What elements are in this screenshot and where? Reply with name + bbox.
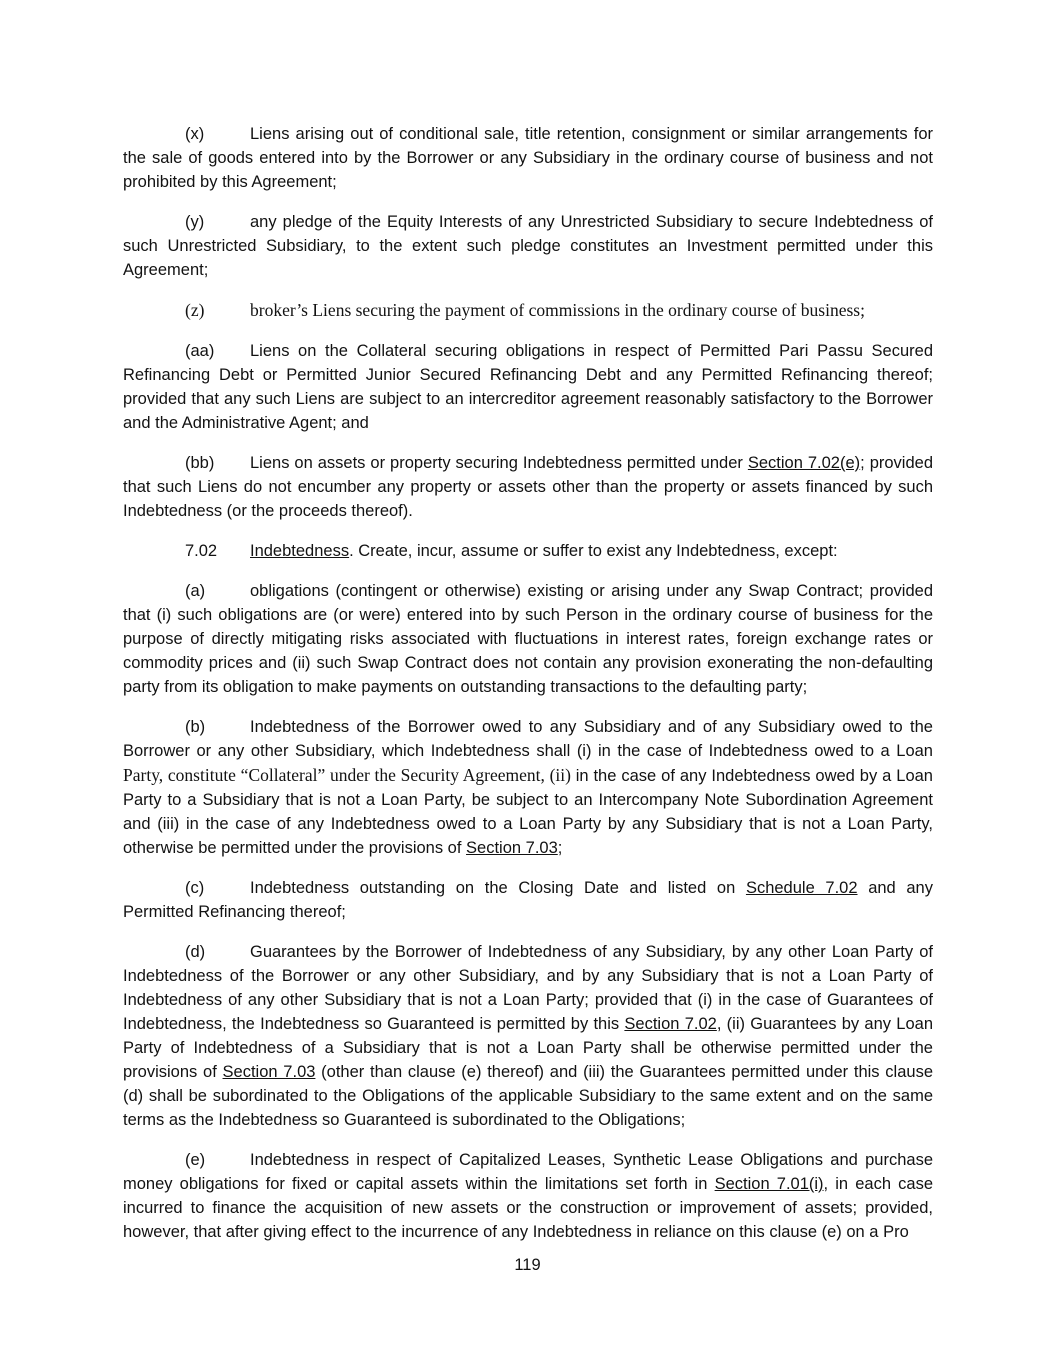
- clause-z: [123, 298, 933, 323]
- text-run: any pledge of the Equity Interests of any Unrestricted Subsidiary to secure Indebtedness of such Unrestricted Subsidiary, to the extent such pledge constitutes an Investment permitted under this Agreement;: [123, 213, 933, 279]
- text-run: (other than clause (e) thereof) and (iii) the Guarantees permitted under this clause (d) shall be subordinated to the Obligations of the applicable Subsidiary to the same extent and on the same terms as the Indebtedness so Guaranteed is subordinated to the Obligations;: [123, 1063, 933, 1129]
- paragraph-label: (e): [185, 1151, 206, 1169]
- clause-bb: [123, 451, 933, 523]
- text-run: Indebtedness in respect of Capitalized Leases, Synthetic Lease Obligations and purchase money obligations for fixed or capital assets within the limitations set forth in: [123, 1151, 933, 1193]
- section-reference: Section 7.03: [222, 1063, 316, 1081]
- clause-d: [123, 940, 933, 1132]
- text-run: broker’s Liens securing the payment of commissions in the ordinary course of business;: [250, 300, 865, 320]
- section-reference: Section 7.03: [466, 839, 558, 857]
- paragraph-label: (b): [185, 718, 206, 736]
- text-run: Party, constitute “Collateral” under the Security Agreement, (ii): [123, 765, 576, 785]
- clause-y: [123, 210, 933, 282]
- clause-c: [123, 876, 933, 924]
- document-body: [123, 122, 933, 1260]
- paragraph-label: (x): [185, 125, 205, 143]
- text-run: in the case of any Indebtedness owed by a Loan Party to a Subsidiary that is not a Loan Party, be subject to an Intercompany Note Subordination Agreement and (iii) in the case of any Indebtedness owed to a Loan Party by any Subsidiary that is not a Loan Party, otherwise be permitted under the provisions of: [123, 767, 933, 857]
- paragraph-label: (bb): [185, 454, 215, 472]
- paragraph-label: 7.02: [185, 542, 218, 560]
- clause-x: [123, 122, 933, 194]
- page-number: 119: [514, 1256, 541, 1274]
- clause-aa: [123, 339, 933, 435]
- section-7-02-heading: [123, 539, 933, 563]
- text-run: , in each case incurred to finance the acquisition of new assets or the construction or improvement of assets; provided, however, that after giving effect to the incurrence of any Indebtedness in reliance on this clause (e) on a Pro: [123, 1175, 933, 1241]
- paragraph-label: (aa): [185, 342, 215, 360]
- paragraph-label: (c): [185, 879, 205, 897]
- section-reference: Section 7.01(i): [714, 1175, 824, 1193]
- text-run: ; provided that such Liens do not encumber any property or assets other than the property or assets financed by such Indebtedness (or the proceeds thereof).: [123, 454, 934, 520]
- section-reference: Section 7.02(e): [747, 454, 861, 472]
- clause-a: [123, 579, 933, 699]
- text-run: Indebtedness outstanding on the Closing Date and listed on: [250, 879, 746, 897]
- paragraph-label: (a): [185, 582, 206, 600]
- paragraph-label: (d): [185, 943, 206, 961]
- section-reference: Section 7.02: [624, 1015, 717, 1033]
- text-run: , (ii) Guarantees by any Loan Party of Indebtedness of a Subsidiary that is not a Loan Party shall be otherwise permitted under the provisions of: [123, 1015, 933, 1081]
- text-run: ;: [557, 839, 563, 857]
- paragraph-label: (z): [185, 300, 205, 320]
- text-run: . Create, incur, assume or suffer to exist any Indebtedness, except:: [349, 542, 838, 560]
- clause-b: [123, 715, 933, 860]
- text-run: Indebtedness of the Borrower owed to any Subsidiary and of any Subsidiary owed to the Borrower or any other Subsidiary, which Indebtedness shall (i) in the case of Indebtedness owed to a Loan: [123, 718, 933, 760]
- text-run: Liens arising out of conditional sale, title retention, consignment or similar arrangements for the sale of goods entered into by the Borrower or any Subsidiary in the ordinary course of business and not prohibited by this Agreement;: [123, 125, 933, 191]
- paragraph-label: (y): [185, 213, 205, 231]
- section-reference: Indebtedness: [250, 542, 350, 560]
- clause-e: [123, 1148, 933, 1244]
- text-run: obligations (contingent or otherwise) existing or arising under any Swap Contract; provided that (i) such obligations are (or were) entered into by such Person in the ordinary course of business for the purpose of directly mitigating risks associated with fluctuations in interest rates, foreign exchange rates or commodity prices and (ii) such Swap Contract does not contain any provision exonerating the non-defaulting party from its obligation to make payments on outstanding transactions to the defaulting party;: [123, 582, 933, 696]
- text-run: Liens on assets or property securing Indebtedness permitted under: [250, 454, 748, 472]
- text-run: Liens on the Collateral securing obligations in respect of Permitted Pari Passu Secured Refinancing Debt or Permitted Junior Secured Refinancing Debt and any Permitted Refinancing thereof; provided that any such Liens are subject to an intercreditor agreement reasonably satisfactory to the Borrower and the Administrative Agent; and: [123, 342, 933, 432]
- text-run: and any Permitted Refinancing thereof;: [123, 879, 933, 921]
- section-reference: Schedule 7.02: [745, 879, 858, 897]
- text-run: Guarantees by the Borrower of Indebtedness of any Subsidiary, by any other Loan Party of Indebtedness of the Borrower or any other Subsidiary, and by any Subsidiary that is not a Loan Party of Indebtedness of any other Subsidiary that is not a Loan Party; provided that (i) in the case of Guarantees of Indebtedness, the Indebtedness so Guaranteed is permitted by this: [123, 943, 933, 1033]
